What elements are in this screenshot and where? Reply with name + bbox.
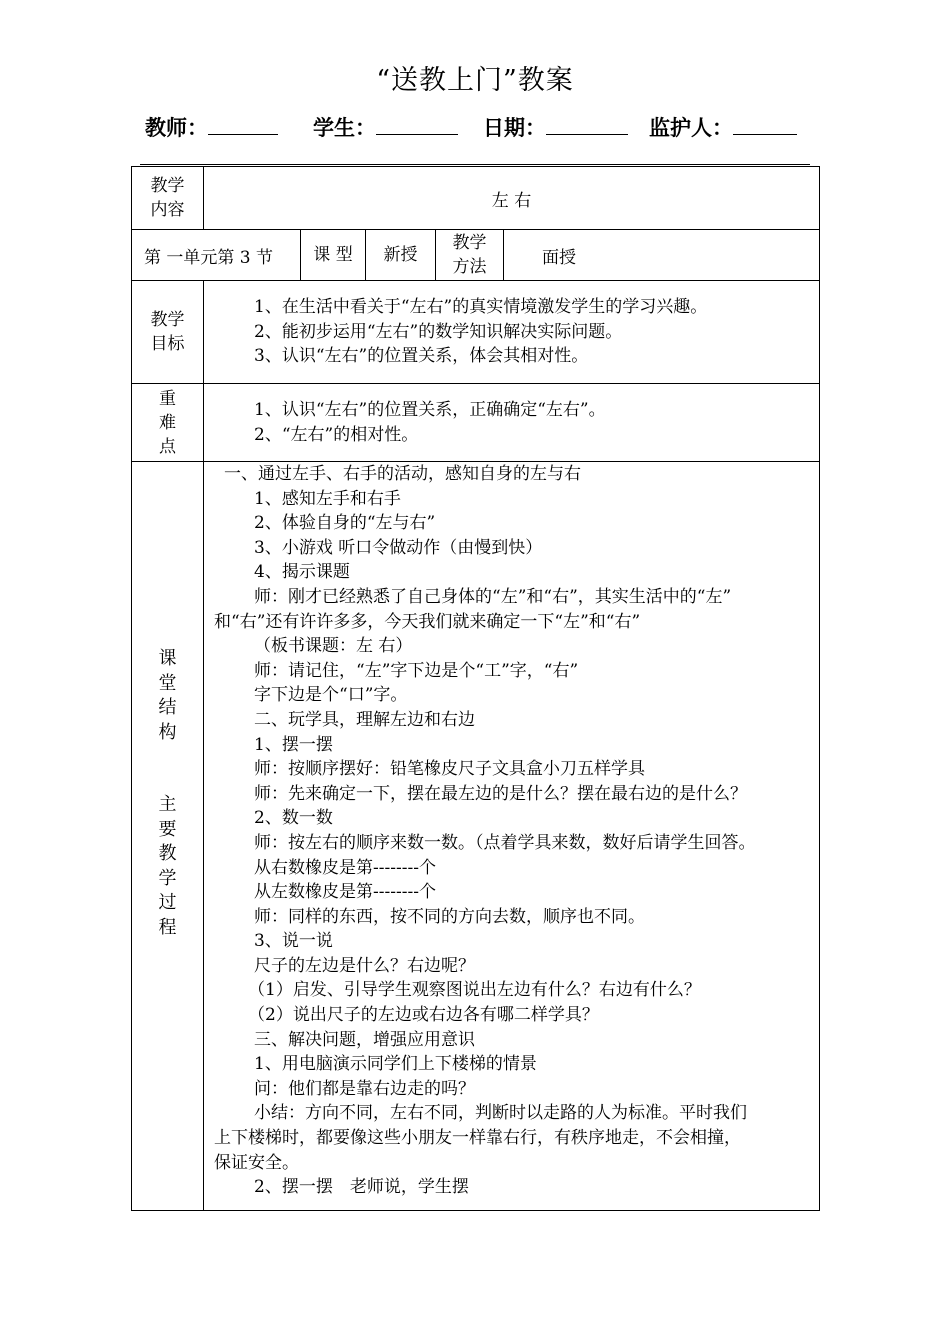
process-line: 字下边是个“口”字。	[254, 685, 408, 706]
process-line: 4、揭示课题	[254, 562, 350, 583]
date-label: 日期：	[483, 116, 546, 140]
content-value: 左 右	[204, 167, 820, 230]
process-line: 三、解决问题，增强应用意识	[254, 1029, 475, 1050]
process-line: （1）启发、引导学生观察图说出左边有什么？右边有什么？	[248, 980, 701, 1001]
goal-item: 3、认识“左右”的位置关系，体会其相对性。	[254, 346, 589, 367]
process-line: 2、体验自身的“左与右”	[254, 513, 436, 534]
lesson-info-row	[132, 230, 820, 281]
process-line: 和“右”还有许许多多，今天我们就来确定一下“左”和“右”	[214, 611, 641, 632]
goal-item: 1、在生活中看关于“左右”的真实情境激发学生的学习兴趣。	[254, 297, 708, 318]
goals-content	[204, 281, 820, 384]
header-info-row	[145, 112, 815, 144]
process-line: 二、玩学具，理解左边和右边	[254, 709, 475, 730]
key-points-row	[132, 384, 820, 462]
goals-label: 教学目标	[132, 281, 204, 384]
date-blank[interactable]	[546, 114, 628, 135]
process-line: 1、感知左手和右手	[254, 488, 401, 509]
student-blank[interactable]	[376, 114, 458, 135]
process-content	[204, 462, 820, 1211]
process-line: 问：他们都是靠右边走的吗？	[254, 1078, 475, 1099]
method-label: 教学方法	[436, 230, 504, 281]
process-line: 2、数一数	[254, 808, 333, 829]
content-label: 教学内容	[132, 167, 204, 230]
process-line: 从右数橡皮是第--------个	[254, 857, 436, 878]
page-title: “送教上门”教案	[376, 65, 574, 96]
process-line: 师：按左右的顺序来数一数。（点着学具来数，数好后请学生回答。	[254, 832, 756, 853]
header-divider	[140, 164, 810, 165]
lesson-plan-table	[131, 166, 820, 1211]
key-point-item: 2、“左右”的相对性。	[254, 424, 419, 445]
process-line: 师：按顺序摆好：铅笔橡皮尺子文具盒小刀五样学具	[254, 759, 645, 780]
key-label: 重难点	[132, 384, 204, 462]
process-line: 师：刚才已经熟悉了自己身体的“左”和“右”，其实生活中的“左”	[254, 586, 732, 607]
goal-item: 2、能初步运用“左右”的数学知识解决实际问题。	[254, 321, 623, 342]
process-line: 1、用电脑演示同学们上下楼梯的情景	[254, 1054, 537, 1075]
teacher-blank[interactable]	[208, 114, 278, 135]
date-field	[483, 112, 628, 142]
unit-label: 第 一单元第 3 节	[132, 230, 301, 281]
goals-row	[132, 281, 820, 384]
content-row	[132, 167, 820, 230]
teacher-label: 教师：	[145, 116, 208, 140]
lesson-type-value: 新授	[366, 230, 436, 281]
structure-label-1: 课堂结构	[158, 648, 177, 743]
structure-label-2: 主要教学过程	[158, 794, 177, 938]
process-line: 保证安全。	[214, 1152, 299, 1173]
key-points-content	[204, 384, 820, 462]
student-label: 学生：	[313, 116, 376, 140]
process-line: 小结：方向不同，左右不同，判断时以走路的人为标准。平时我们	[254, 1103, 747, 1124]
process-line: 师：先来确定一下，摆在最左边的是什么？摆在最右边的是什么？	[254, 783, 747, 804]
process-line: （板书课题：左 右）	[254, 636, 413, 657]
process-line: 1、摆一摆	[254, 734, 333, 755]
supervisor-field	[649, 112, 797, 142]
supervisor-blank[interactable]	[733, 114, 797, 135]
process-line: 师：请记住，“左”字下边是个“工”字，“右”	[254, 660, 579, 681]
process-row	[132, 462, 820, 1211]
process-line: 2、摆一摆 老师说，学生摆	[254, 1177, 469, 1198]
method-value: 面授	[504, 230, 820, 281]
process-line: 从左数橡皮是第--------个	[254, 882, 436, 903]
student-field	[313, 112, 458, 142]
teacher-field	[145, 112, 278, 142]
lesson-type-label: 课 型	[301, 230, 366, 281]
process-line: 3、说一说	[254, 931, 333, 952]
structure-label	[132, 462, 204, 1211]
key-point-item: 1、认识“左右”的位置关系，正确确定“左右”。	[254, 400, 606, 420]
process-line: 一、通过左手、右手的活动，感知自身的左与右	[224, 464, 581, 484]
process-line: 尺子的左边是什么？右边呢？	[254, 955, 475, 976]
process-line: 3、小游戏 听口令做动作（由慢到快）	[254, 537, 543, 558]
process-line: 师：同样的东西，按不同的方向去数，顺序也不同。	[254, 906, 645, 927]
process-line: 上下楼梯时，都要像这些小朋友一样靠右行，有秩序地走，不会相撞，	[214, 1128, 741, 1149]
supervisor-label: 监护人：	[649, 116, 733, 140]
process-line: （2）说出尺子的左边或右边各有哪二样学具？	[248, 1005, 599, 1026]
